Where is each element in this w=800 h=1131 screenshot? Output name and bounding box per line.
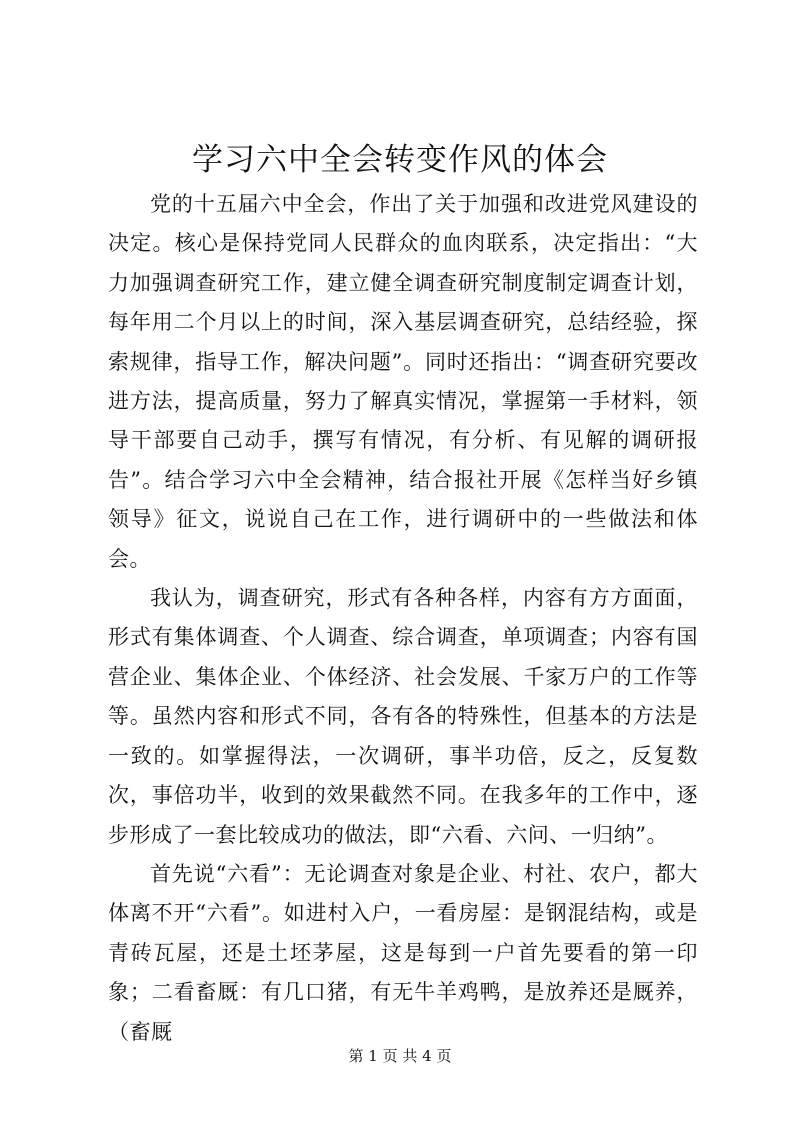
paragraph-2: 我认为，调查研究，形式有各种各样，内容有方方面面，形式有集体调查、个人调查、综合调查，单项调查；内容有国营企业、集体企业、个体经济、社会发展、千家万户的工作等等。虽然内容和形式不同，各有各的特殊性，但基本的方法是一致的。如掌握得法，一次调研，事半功倍，反之，反复数次，事倍功半，收到的效果截然不同。在我多年的工作中，逐步形成了一套比较成功的做法，即“六看、六问、一归纳”。 [108, 586, 698, 847]
document-title: 学习六中全会转变作风的体会 [192, 142, 608, 178]
page-footer: 第 1 页 共 4 页 [348, 1047, 452, 1065]
paragraph-3: 首先说“六看”：无论调查对象是企业、村社、农户，都大体离不开“六看”。如进村入户，一看房屋：是钢混结构，或是青砖瓦屋，还是土坯茅屋，这是每到一户首先要看的第一印象；二看畜厩：有几口猪，有无牛羊鸡鸭，是放养还是厩养，（畜厩 [108, 861, 698, 1044]
paragraph-1: 党的十五届六中全会，作出了关于加强和改进党风建设的决定。核心是保持党同人民群众的血肉联系，决定指出：“大力加强调查研究工作，建立健全调查研究制度制定调查计划，每年用二个月以上的时间，深入基层调查研究，总结经验，探索规律，指导工作，解决问题”。同时还指出：“调查研究要改进方法，提高质量，努力了解真实情况，掌握第一手材料，领导干部要自己动手，撰写有情况，有分析、有见解的调研报告”。结合学习六中全会精神，结合报社开展《怎样当好乡镇领导》征文，说说自己在工作，进行调研中的一些做法和体会。 [108, 192, 698, 571]
document-body [108, 185, 698, 1052]
